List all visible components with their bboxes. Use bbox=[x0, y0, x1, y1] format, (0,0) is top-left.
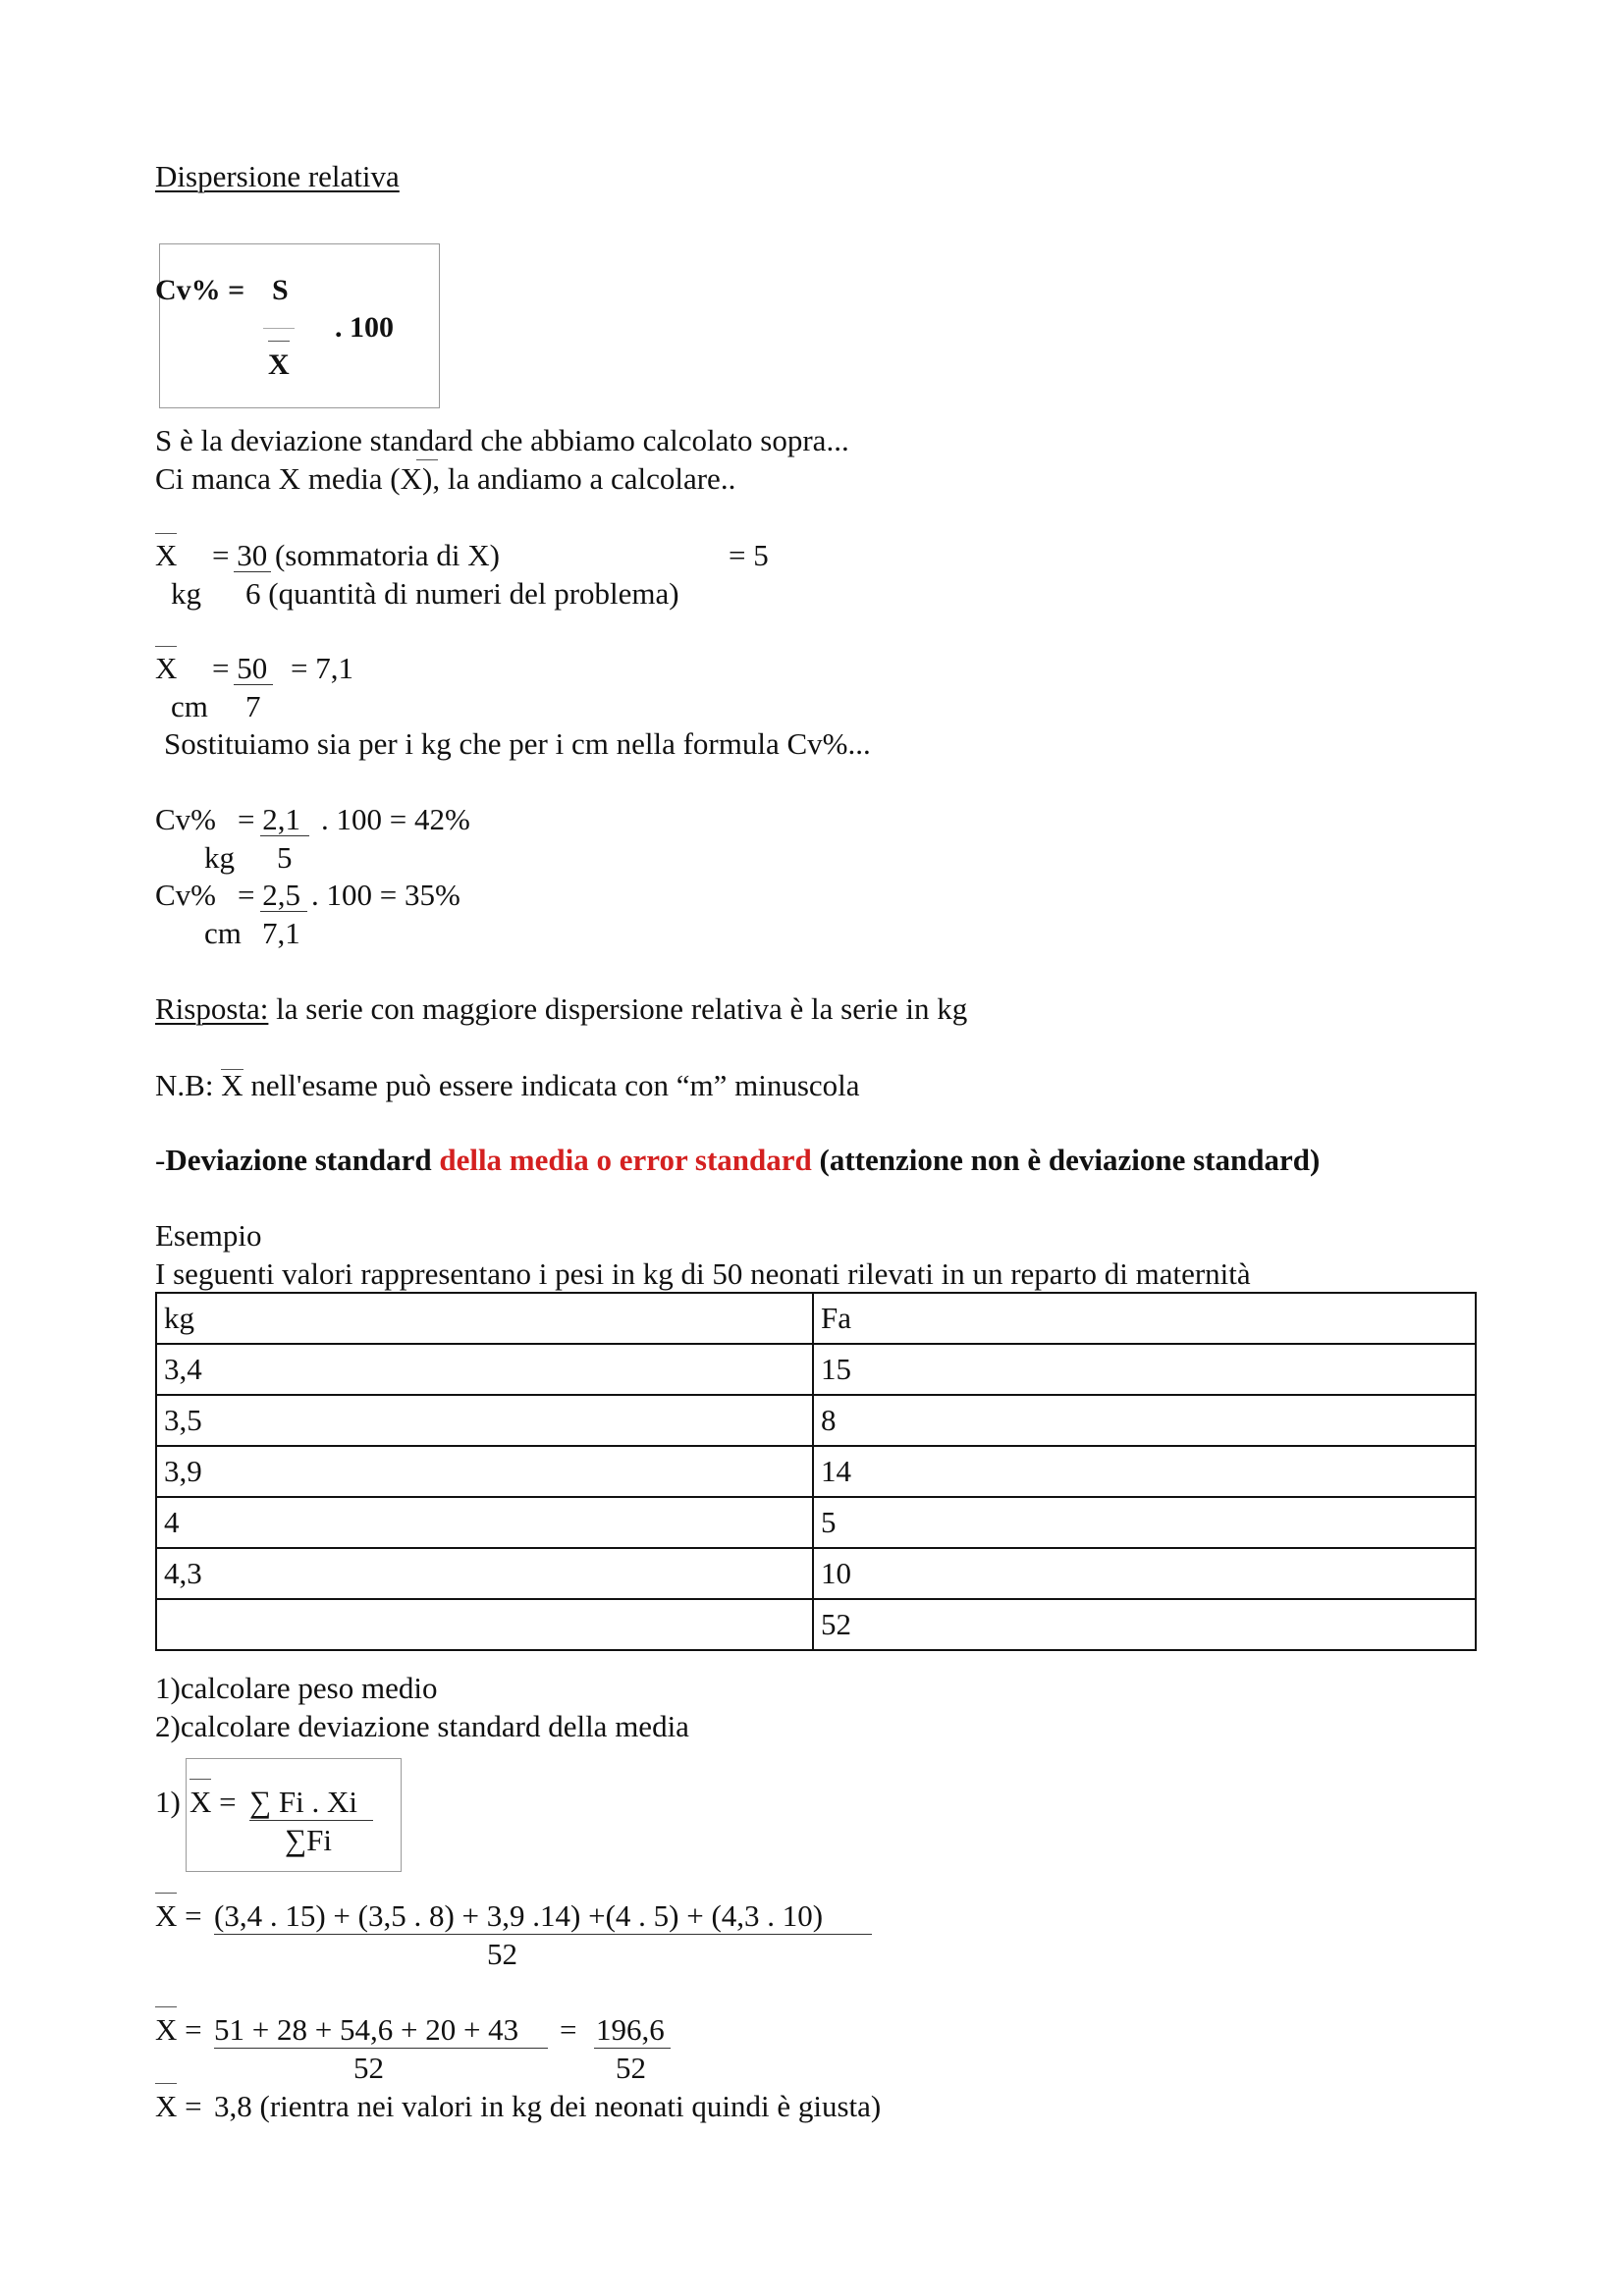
mean-kg-unit: kg bbox=[171, 576, 201, 611]
overbar bbox=[155, 533, 177, 534]
mean-kg-result: = 5 bbox=[729, 538, 769, 572]
formula-denominator: X bbox=[268, 348, 290, 381]
table-header-fa: Fa bbox=[813, 1293, 1476, 1344]
table-row bbox=[156, 1344, 1476, 1395]
fraction-line bbox=[594, 2048, 671, 2049]
cv-kg-rest: . 100 = 42% bbox=[321, 802, 470, 836]
cv-cm-unit: cm bbox=[204, 916, 242, 950]
table-cell-kg bbox=[156, 1599, 813, 1650]
fraction-line bbox=[214, 1934, 872, 1935]
cv-kg-lhs: Cv% bbox=[155, 802, 216, 836]
formula-times: . 100 bbox=[335, 311, 394, 344]
fraction-line bbox=[263, 328, 295, 329]
substitute-text: Sostituiamo sia per i kg che per i cm nella formula Cv%... bbox=[164, 726, 871, 761]
fraction-line bbox=[260, 911, 307, 912]
mean-kg-numerator: = 30 (sommatoria di X) bbox=[212, 538, 500, 572]
fraction-line bbox=[249, 1820, 373, 1821]
table-cell-kg: 3,5 bbox=[156, 1395, 813, 1446]
table-cell-kg: 4 bbox=[156, 1497, 813, 1548]
table-cell-fa: 5 bbox=[813, 1497, 1476, 1548]
cv-kg-denominator: 5 bbox=[277, 840, 293, 875]
overbar bbox=[189, 1779, 211, 1780]
calc3-lhs: X = bbox=[155, 2089, 202, 2123]
mean-cm-numerator: = 50 bbox=[212, 651, 268, 685]
example-title: Esempio bbox=[155, 1218, 262, 1253]
calc2-numerator: 51 + 28 + 54,6 + 20 + 43 bbox=[214, 2012, 519, 2047]
heading-part-3: (attenzione non è deviazione standard) bbox=[819, 1143, 1321, 1177]
section-title: Dispersione relativa bbox=[155, 159, 400, 193]
overbar bbox=[155, 2083, 177, 2084]
table-row bbox=[156, 1497, 1476, 1548]
calc1-denominator: 52 bbox=[487, 1937, 517, 1971]
answer-label: Risposta: bbox=[155, 991, 269, 1026]
fraction-line bbox=[234, 571, 271, 572]
nb-symbol: X bbox=[221, 1068, 243, 1102]
table-row-total bbox=[156, 1599, 1476, 1650]
intro-line-2: Ci manca X media (X), la andiamo a calcolare.. bbox=[155, 461, 736, 496]
cv-kg-numerator: = 2,1 bbox=[238, 802, 300, 836]
calc2-lhs: X = bbox=[155, 2012, 202, 2047]
cv-cm-rest: . 100 = 35% bbox=[311, 878, 460, 912]
cv-cm-lhs: Cv% bbox=[155, 878, 216, 912]
heading-part-1: Deviazione standard bbox=[165, 1143, 432, 1177]
fraction-line bbox=[234, 684, 273, 685]
table-cell-kg: 3,9 bbox=[156, 1446, 813, 1497]
table-row bbox=[156, 1548, 1476, 1599]
heading-dash: - bbox=[155, 1143, 166, 1177]
table-row bbox=[156, 1395, 1476, 1446]
formula2-lhs: X = bbox=[189, 1785, 237, 1819]
formula-box bbox=[159, 243, 440, 408]
table-cell-kg: 3,4 bbox=[156, 1344, 813, 1395]
calc2-denominator: 52 bbox=[353, 2051, 384, 2085]
formula-lhs: Cv% = bbox=[155, 274, 245, 306]
formula2-label: 1) bbox=[155, 1785, 181, 1819]
fraction-line bbox=[214, 2048, 548, 2049]
heading-standard-error bbox=[155, 1145, 1320, 1175]
overbar bbox=[155, 1893, 177, 1894]
table-header-kg: kg bbox=[156, 1293, 813, 1344]
overbar bbox=[155, 2006, 177, 2007]
fraction-line bbox=[260, 835, 309, 836]
table-header-row bbox=[156, 1293, 1476, 1344]
mean-cm-unit: cm bbox=[171, 689, 208, 723]
table-cell-fa: 52 bbox=[813, 1599, 1476, 1650]
answer bbox=[155, 993, 967, 1024]
table-cell-fa: 15 bbox=[813, 1344, 1476, 1395]
nb-note bbox=[155, 1069, 860, 1100]
mean-cm-result: = 7,1 bbox=[291, 651, 353, 685]
overbar bbox=[155, 646, 177, 647]
mean-kg-denominator: 6 (quantità di numeri del problema) bbox=[245, 576, 679, 611]
mean-cm-denominator: 7 bbox=[245, 689, 261, 723]
calc2-numerator-2: 196,6 bbox=[596, 2012, 665, 2047]
overbar bbox=[416, 459, 438, 460]
nb-prefix: N.B: bbox=[155, 1068, 214, 1102]
table-cell-fa: 14 bbox=[813, 1446, 1476, 1497]
intro-line-1: S è la deviazione standard che abbiamo calcolato sopra... bbox=[155, 423, 849, 457]
calc2-denominator-2: 52 bbox=[616, 2051, 646, 2085]
mean-cm-symbol: X bbox=[155, 651, 178, 685]
cv-kg-unit: kg bbox=[204, 840, 235, 875]
weights-table bbox=[155, 1292, 1477, 1651]
answer-text: la serie con maggiore dispersione relativa è la serie in kg bbox=[276, 991, 968, 1026]
calc1-numerator: (3,4 . 15) + (3,5 . 8) + 3,9 .14) +(4 . 5) + (4,3 . 10) bbox=[214, 1898, 824, 1933]
calc2-equals: = bbox=[560, 2012, 577, 2047]
formula2-numerator: ∑ Fi . Xi bbox=[249, 1785, 357, 1819]
overbar bbox=[268, 341, 290, 342]
heading-part-2: della media o error standard bbox=[439, 1143, 812, 1177]
mean-kg-symbol: X bbox=[155, 538, 178, 572]
calc1-lhs: X = bbox=[155, 1898, 202, 1933]
task-1: 1)calcolare peso medio bbox=[155, 1671, 438, 1705]
example-description: I seguenti valori rappresentano i pesi in kg di 50 neonati rilevati in un reparto di maternità bbox=[155, 1256, 1251, 1291]
nb-text: nell'esame può essere indicata con “m” minuscola bbox=[250, 1068, 860, 1102]
cv-cm-numerator: = 2,5 bbox=[238, 878, 300, 912]
table-cell-kg: 4,3 bbox=[156, 1548, 813, 1599]
formula-numerator: S bbox=[272, 274, 289, 306]
table-cell-fa: 8 bbox=[813, 1395, 1476, 1446]
cv-cm-denominator: 7,1 bbox=[262, 916, 300, 950]
table-row bbox=[156, 1446, 1476, 1497]
calc3-text: 3,8 (rientra nei valori in kg dei neonati quindi è giusta) bbox=[214, 2089, 882, 2123]
task-2: 2)calcolare deviazione standard della media bbox=[155, 1709, 689, 1743]
table-cell-fa: 10 bbox=[813, 1548, 1476, 1599]
formula2-denominator: ∑Fi bbox=[285, 1823, 332, 1857]
